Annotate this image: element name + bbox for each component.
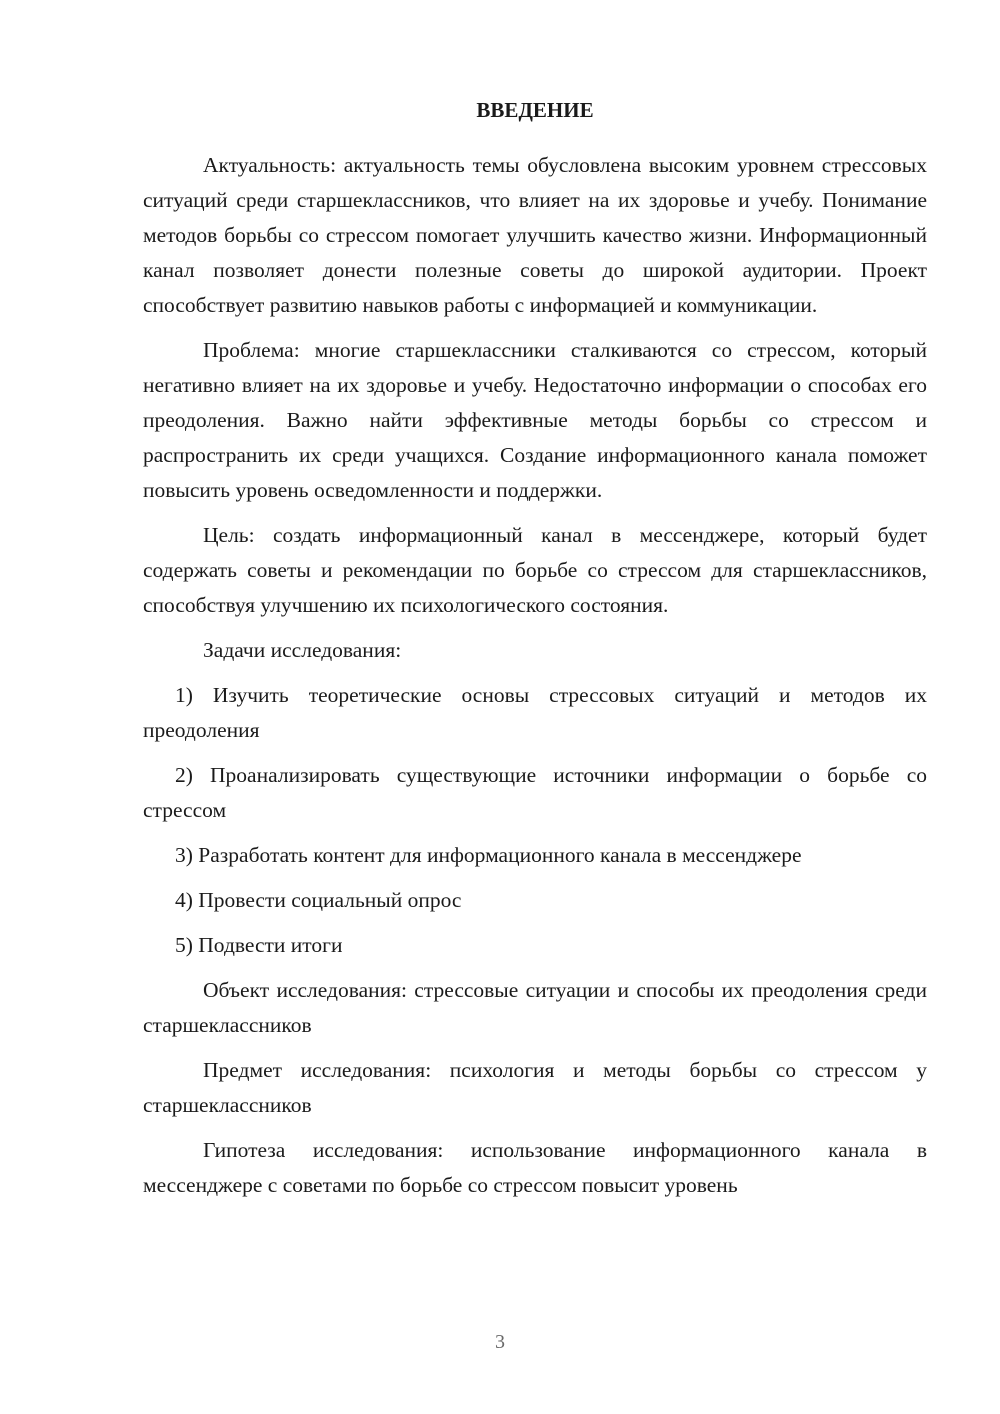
- task-item-5: 5) Подвести итоги: [175, 933, 343, 957]
- subject-paragraph: Предмет исследования: психология и методы борьбы со стрессом у старшеклассников: [143, 1058, 927, 1117]
- hypothesis-paragraph: Гипотеза исследования: использование информационного канала в мессенджере с советами по борьбе со стрессом повысит уровень: [143, 1138, 927, 1197]
- problem-paragraph: Проблема: многие старшеклассники сталкиваются со стрессом, который негативно влияет на их здоровье и учебу. Недостаточно информации о способах его преодоления. Важно найти эффективные методы борьбы со стрессом и распространить их среди учащихся. Создание информационного канала поможет повысить уровень осведомленности и поддержки.: [143, 338, 927, 502]
- relevance-paragraph: Актуальность: актуальность темы обусловлена высоким уровнем стрессовых ситуаций среди старшеклассников, что влияет на их здоровье и учебу. Понимание методов борьбы со стрессом помогает улучшить качество жизни. Информационный канал позволяет донести полезные советы до широкой аудитории. Проект способствует развитию навыков работы с информацией и коммуникации.: [143, 153, 927, 317]
- task-item-1: 1) Изучить теоретические основы стрессовых ситуаций и методов их преодоления: [143, 683, 927, 742]
- document-page: [143, 92, 927, 1213]
- tasks-heading: Задачи исследования:: [203, 638, 402, 662]
- task-item-2: 2) Проанализировать существующие источники информации о борьбе со стрессом: [143, 763, 927, 822]
- page-number: 3: [495, 1331, 505, 1353]
- task-item-3: 3) Разработать контент для информационного канала в мессенджере: [175, 843, 802, 867]
- object-paragraph: Объект исследования: стрессовые ситуации и способы их преодоления среди старшеклассников: [143, 978, 927, 1037]
- task-item-4: 4) Провести социальный опрос: [175, 888, 462, 912]
- section-title: ВВЕДЕНИЕ: [476, 98, 594, 122]
- goal-paragraph: Цель: создать информационный канал в мессенджере, который будет содержать советы и рекомендации по борьбе со стрессом для старшеклассников, способствуя улучшению их психологического состояния.: [143, 523, 927, 617]
